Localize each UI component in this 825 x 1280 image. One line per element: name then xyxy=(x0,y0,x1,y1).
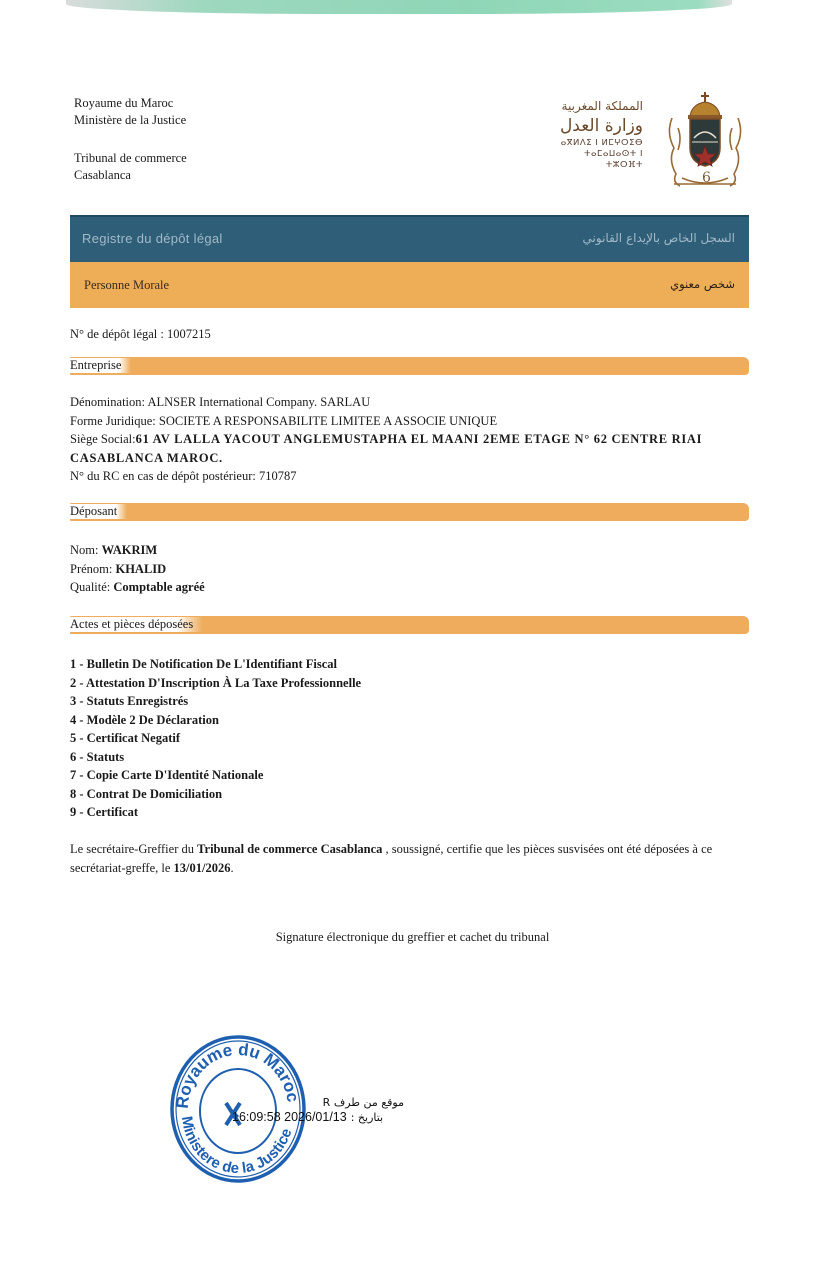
document-title-fr: Registre du dépôt légal xyxy=(82,231,223,246)
documents-list xyxy=(70,655,361,822)
deposit-number-label: N° de dépôt légal : xyxy=(70,327,167,341)
legal-form-value: SOCIETE A RESPONSABILITE LIMITEE A ASSOCIE UNIQUE xyxy=(158,413,498,428)
rc-number-row: N° du RC en cas de dépôt postérieur: 710787 xyxy=(70,469,297,483)
header-arabic-institution xyxy=(548,98,643,171)
svg-text:Royaume du Maroc: Royaume du Maroc xyxy=(172,1039,303,1110)
signature-timestamp: 16:09:58 2026/01/13 xyxy=(232,1110,347,1124)
svg-text:6: 6 xyxy=(702,170,711,186)
signature-date-label: بتاريخ : xyxy=(350,1111,384,1124)
head-office-value: 61 AV LALLA YACOUT ANGLEMUSTAPHA EL MAANI 2EME ETAGE N° 62 CENTRE RIAI xyxy=(135,432,703,446)
court-name: Tribunal de commerce Casablanca xyxy=(197,842,383,856)
denomination-value: ALNSER International Company. SARLAU xyxy=(147,395,371,409)
signature-timestamp-row xyxy=(232,1110,404,1125)
kingdom-label: Royaume du Maroc xyxy=(74,96,174,110)
deposant-details xyxy=(70,541,205,597)
capacity-row: Qualité: Comptable agréé xyxy=(70,580,205,594)
section-deposant-title: Déposant xyxy=(70,504,127,519)
signed-by-row: موقع من طرف R xyxy=(322,1096,404,1109)
ministry-label: Ministère de la Justice xyxy=(74,113,187,127)
section-deposant-header xyxy=(70,503,749,521)
document-title-banner xyxy=(70,215,749,262)
deposit-date: 13/01/2026 xyxy=(173,861,231,875)
city-label: Casablanca xyxy=(74,168,131,182)
top-scan-strip xyxy=(66,0,732,14)
last-name-value: WAKRIM xyxy=(101,543,158,557)
head-office-value-line2: CASABLANCA MAROC. xyxy=(70,450,223,465)
first-name-value: KHALID xyxy=(115,561,167,576)
entity-type-ar: شخص معنوي xyxy=(670,277,735,291)
section-actes-title: Actes et pièces déposées xyxy=(70,617,203,632)
legal-form-row: Forme Juridique: SOCIETE A RESPONSABILITE LIMITEE A ASSOCIE UNIQUE xyxy=(70,413,498,428)
kingdom-label-tifinagh: ⴰⴳⵍⴷⵉ ⵏ ⵍⵎⵖⵔⵉⴱ xyxy=(560,138,643,148)
list-item: 6 - Statuts xyxy=(70,749,125,764)
entreprise-details xyxy=(70,393,702,486)
list-item: 1 - Bulletin De Notification De L'Identifiant Fiscal xyxy=(70,657,337,671)
document-title-ar: السجل الخاص بالإيداع القانوني xyxy=(582,231,735,245)
list-item: 9 - Certificat xyxy=(70,805,139,819)
certification-paragraph: Le secrétaire-Greffier du Tribunal de commerce Casablanca , soussigné, certifie que les pièces susvisées ont été déposées à ce secrétariat-greffe, le 13/01/2026. xyxy=(70,842,713,875)
head-office-row: Siège Social:61 AV LALLA YACOUT ANGLEMUSTAPHA EL MAANI 2EME ETAGE N° 62 CENTRE RIAI xyxy=(70,432,703,446)
entity-type-banner xyxy=(70,262,749,308)
denomination-row: Dénomination: ALNSER International Company. SARLAU xyxy=(70,395,371,409)
list-item: 8 - Contrat De Domiciliation xyxy=(70,786,223,801)
list-item: 3 - Statuts Enregistrés xyxy=(70,694,189,708)
section-actes-header xyxy=(70,616,749,634)
first-name-row: Prénom: KHALID xyxy=(70,561,167,576)
section-entreprise-title: Entreprise xyxy=(70,358,131,373)
deposit-number xyxy=(70,327,211,342)
signature-label: Signature électronique du greffier et cachet du tribunal xyxy=(275,930,550,944)
kingdom-label-ar: المملكة المغربية xyxy=(561,99,643,113)
list-item: 2 - Attestation D'Inscription À La Taxe Professionnelle xyxy=(70,675,362,690)
svg-text:Ministere de la Justice: Ministere de la Justice xyxy=(177,1114,296,1178)
entity-type-fr: Personne Morale xyxy=(84,278,170,292)
section-entreprise-header xyxy=(70,357,749,375)
court-label: Tribunal de commerce xyxy=(74,151,187,165)
list-item: 5 - Certificat Negatif xyxy=(70,731,181,745)
ministry-label-ar: وزارة العدل xyxy=(559,116,643,136)
ministry-label-tifinagh: ⵜⴰⵎⴰⵡⴰⵙⵜ ⵏ ⵜⵣⵔⴼⵜ xyxy=(584,149,643,170)
list-item: 4 - Modèle 2 De Déclaration xyxy=(70,712,219,727)
rc-number-value: 710787 xyxy=(258,469,297,483)
header-institution xyxy=(74,95,187,184)
electronic-signature-block xyxy=(232,1095,404,1125)
coat-of-arms-icon xyxy=(662,88,748,190)
deposit-number-value: 1007215 xyxy=(167,327,211,341)
last-name-row: Nom: WAKRIM xyxy=(70,543,158,557)
list-item: 7 - Copie Carte D'Identité Nationale xyxy=(70,768,264,782)
capacity-value: Comptable agréé xyxy=(113,580,205,594)
